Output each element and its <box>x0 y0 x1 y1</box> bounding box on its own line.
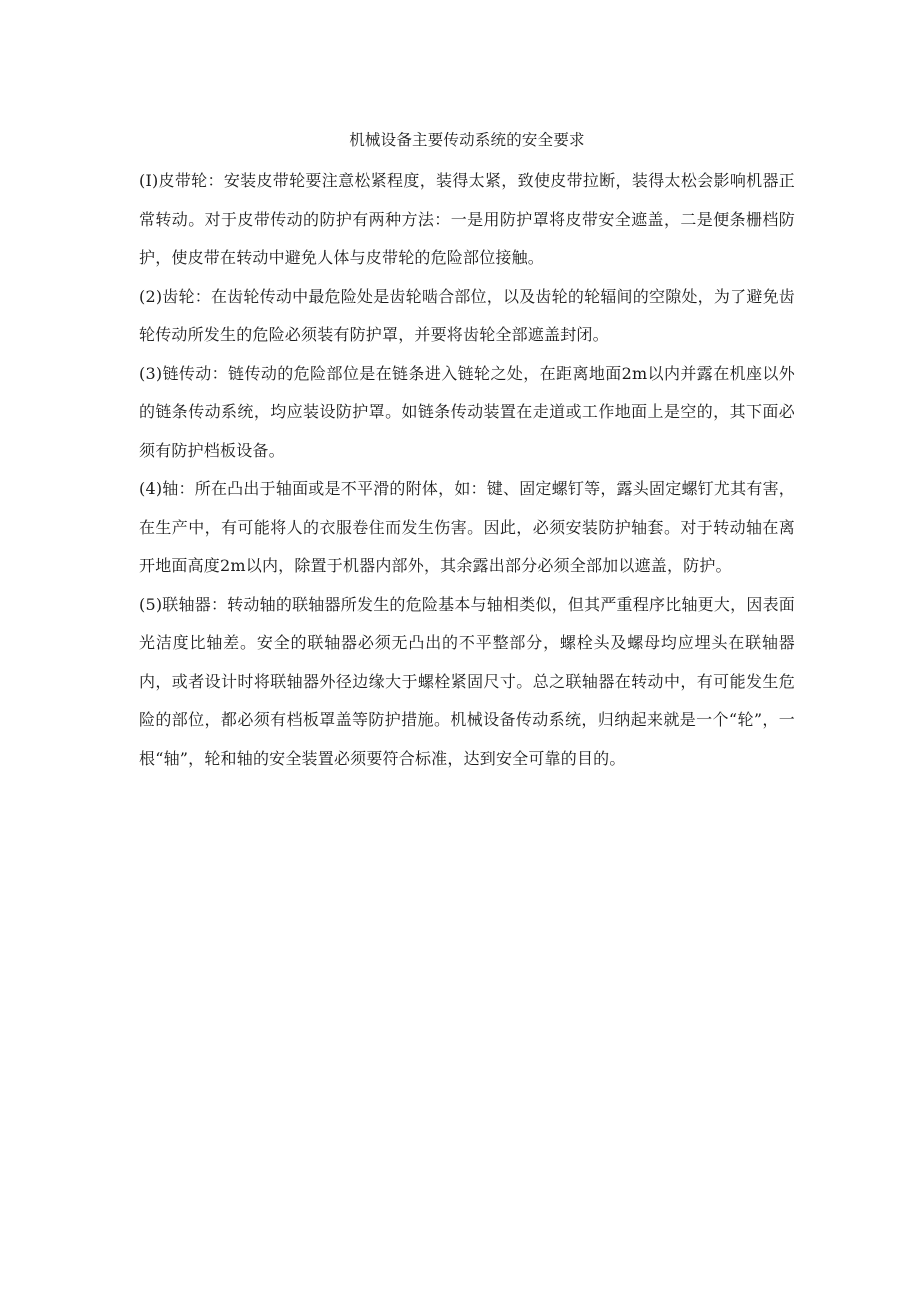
paragraph-chain-drive: (3)链传动：链传动的危险部位是在链条进入链轮之处，在距离地面2m以内并露在机座以外的链条传动系统，均应装设防护罩。如链条传动装置在走道或工作地面上是空的，其下面必须有防护档板设备。 <box>139 363 795 460</box>
paragraph-coupling: (5)联轴器：转动轴的联轴器所发生的危险基本与轴相类似，但其严重程序比轴更大，因表面光洁度比轴差。安全的联轴器必须无凸出的不平整部分，螺栓头及螺母均应埋头在联轴器内，或者设计时将联轴器外径边缘大于螺栓紧固尺寸。总之联轴器在转动中，有可能发生危险的部位，都必须有档板罩盖等防护措施。机械设备传动系统，归纳起来就是一个“轮”，一根“轴”，轮和轴的安全装置必须要符合标准，达到安全可靠的目的。 <box>139 594 795 768</box>
paragraph-gear: (2)齿轮：在齿轮传动中最危险处是齿轮啮合部位，以及齿轮的轮辐间的空隙处，为了避免齿轮传动所发生的危险必须装有防护罩，并要将齿轮全部遮盖封闭。 <box>139 286 795 344</box>
paragraph-belt-pulley: (I)皮带轮：安装皮带轮要注意松紧程度，装得太紧，致使皮带拉断，装得太松会影响机器正常转动。对于皮带传动的防护有两种方法：一是用防护罩将皮带安全遮盖，二是便条栅档防护，使皮带在转动中避免人体与皮带轮的危险部位接触。 <box>139 171 795 267</box>
document-body <box>139 118 795 778</box>
document-title: 机械设备主要传动系统的安全要求 <box>349 131 585 149</box>
paragraph-shaft: (4)轴：所在凸出于轴面或是不平滑的附体，如：键、固定螺钉等，露头固定螺钉尤其有害，在生产中，有可能将人的衣服卷住而发生伤害。因此，必须安装防护轴套。对于转动轴在离开地面高度2m以内，除置于机器内部外，其余露出部分必须全部加以遮盖，防护。 <box>139 479 795 575</box>
